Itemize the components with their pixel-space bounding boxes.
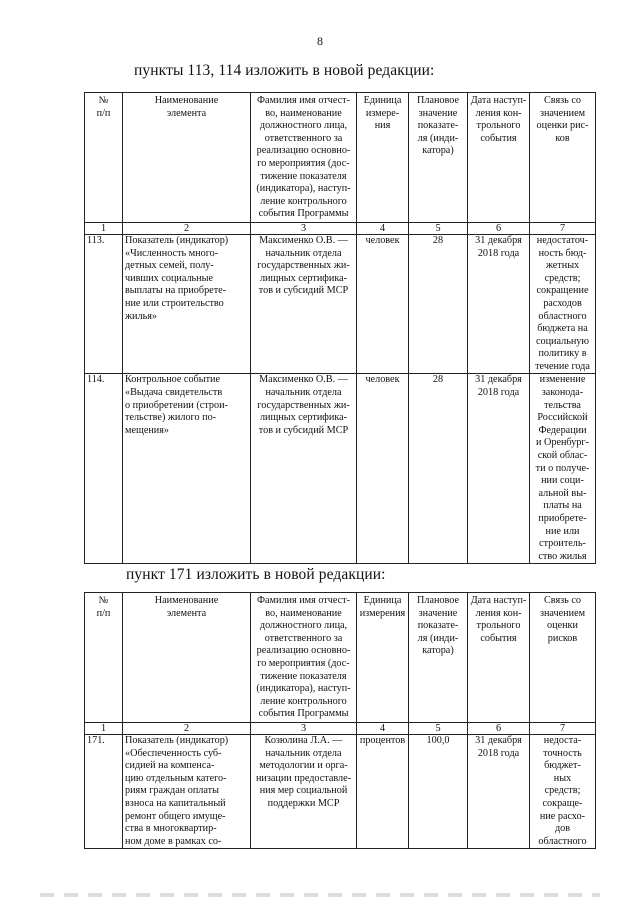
row-number: 114.: [85, 374, 123, 564]
page-number: 8: [317, 34, 323, 48]
column-index: 4: [357, 222, 409, 234]
table-header-row: [85, 93, 596, 223]
section-heading-1: пункты 113, 114 изложить в новой редакции:: [134, 62, 435, 79]
col-header-event-date: Дата наступ- ления кон- трольного события: [468, 93, 530, 223]
row-plan-value: 28: [409, 234, 468, 374]
column-index: 5: [409, 222, 468, 234]
row-event-date: 31 декабря 2018 года: [468, 374, 530, 564]
row-element-name: Показатель (индикатор) «Численность много- детных семей, полу- чивших социальные выплаты на приобрете- ние или строительство жилья»: [123, 234, 251, 374]
row-event-date: 31 декабря 2018 года: [468, 734, 530, 848]
column-index: 1: [85, 722, 123, 734]
col-header-event-date: Дата наступ- ления кон- трольного события: [468, 593, 530, 723]
table-row: [85, 234, 596, 374]
col-header-plan-value: Плановое значение показате- ля (инди- катора): [409, 93, 468, 223]
row-plan-value: 28: [409, 374, 468, 564]
table-row: [85, 374, 596, 564]
col-header-risk-link: Связь со значением оценки рисков: [530, 593, 596, 723]
row-unit: человек: [357, 234, 409, 374]
col-header-unit: Единица измере- ния: [357, 93, 409, 223]
table-item-171: [84, 592, 596, 849]
col-header-element-name: Наименование элемента: [123, 593, 251, 723]
column-index: 1: [85, 222, 123, 234]
scan-footer-smudge: [40, 893, 600, 897]
row-event-date: 31 декабря 2018 года: [468, 234, 530, 374]
row-element-name: Показатель (индикатор) «Обеспеченность суб- сидией на компенса- цию отдельным катего- риям граждан оплаты взноса на капитальный ремонт общего имуще- ства в многоквартир- ном доме в рамках со-: [123, 734, 251, 848]
col-header-responsible: Фамилия имя отчест- во, наименование должностного лица, ответственного за реализацию основно- го мероприятия (дос- тижение показателя (индикатора), наступ- ление контрольного события Программы: [251, 593, 357, 723]
col-header-unit: Единица измерения: [357, 593, 409, 723]
row-responsible: Козюлина Л.А. — начальник отдела методологии и орга- низации предоставле- ния мер социальной поддержки МСР: [251, 734, 357, 848]
column-index: 6: [468, 722, 530, 734]
column-index: 2: [123, 722, 251, 734]
col-header-element-name: Наименование элемента: [123, 93, 251, 223]
table-header-row: [85, 593, 596, 723]
row-risk-link: недоста- точность бюджет- ных средств; сокраще- ние расхо- дов областного: [530, 734, 596, 848]
column-index-row: [85, 222, 596, 234]
row-number: 113.: [85, 234, 123, 374]
column-index: 7: [530, 722, 596, 734]
section-heading-2: пункт 171 изложить в новой редакции:: [126, 566, 386, 583]
row-risk-link: недостаточ- ность бюд- жетных средств; сокращение расходов областного бюджета на социальную политику в течение года: [530, 234, 596, 374]
table-row: [85, 734, 596, 848]
col-header-plan-value: Плановое значение показате- ля (инди- катора): [409, 593, 468, 723]
row-unit: человек: [357, 374, 409, 564]
col-header-responsible: Фамилия имя отчест- во, наименование должностного лица, ответственного за реализацию основно- го мероприятия (дос- тижение показателя (индикатора), наступ- ление контрольного события Программы: [251, 93, 357, 223]
column-index: 4: [357, 722, 409, 734]
column-index: 3: [251, 722, 357, 734]
column-index: 3: [251, 222, 357, 234]
row-risk-link: изменение законода- тельства Российской Федерации и Оренбург- ской облас- ти о получе- нии соци- альной вы- платы на приобрете- ние или строитель- ство жилья: [530, 374, 596, 564]
row-plan-value: 100,0: [409, 734, 468, 848]
col-header-number: № п/п: [85, 93, 123, 223]
row-responsible: Максименко О.В. — начальник отдела государственных жи- лищных сертифика- тов и субсидий МСР: [251, 234, 357, 374]
column-index: 7: [530, 222, 596, 234]
row-element-name: Контрольное событие «Выдача свидетельств о приобретении (строи- тельстве) жилого по- мещения»: [123, 374, 251, 564]
row-responsible: Максименко О.В. — начальник отдела государственных жи- лищных сертифика- тов и субсидий МСР: [251, 374, 357, 564]
row-number: 171.: [85, 734, 123, 848]
table-items-113-114: [84, 92, 596, 564]
col-header-number: № п/п: [85, 593, 123, 723]
column-index: 2: [123, 222, 251, 234]
column-index: 5: [409, 722, 468, 734]
column-index-row: [85, 722, 596, 734]
column-index: 6: [468, 222, 530, 234]
col-header-risk-link: Связь со значением оценки рис- ков: [530, 93, 596, 223]
row-unit: процентов: [357, 734, 409, 848]
